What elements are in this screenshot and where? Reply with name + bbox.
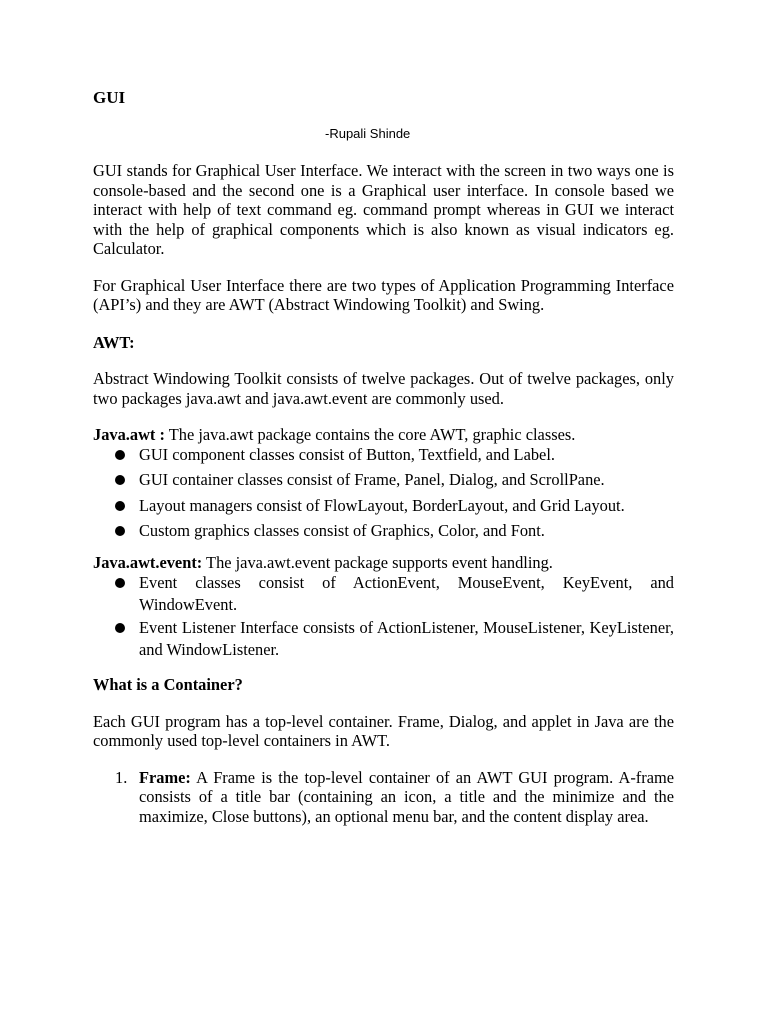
list-item: [93, 617, 674, 661]
bullet-icon: [115, 450, 125, 460]
awt-paragraph: Abstract Windowing Toolkit consists of twelve packages. Out of twelve packages, only two packages java.awt and java.awt.event are commonly used.: [93, 369, 674, 408]
list-item: [93, 470, 674, 490]
bullet-icon: [115, 475, 125, 485]
list-item-text: GUI component classes consist of Button, Textfield, and Label.: [139, 444, 555, 464]
java-awt-event-list: [93, 572, 674, 661]
container-heading: What is a Container?: [93, 675, 243, 694]
container-numbered-list: [93, 768, 674, 827]
item-number: 1.: [115, 767, 128, 787]
awt-heading: AWT:: [93, 332, 135, 352]
item-label: Frame:: [139, 767, 191, 787]
list-item: [93, 445, 674, 465]
list-item-text: Custom graphics classes consist of Graphics, Color, and Font.: [139, 521, 545, 540]
numbered-item: [93, 768, 674, 827]
list-item: [93, 521, 674, 541]
document-title: GUI: [93, 88, 126, 107]
intro-paragraph: GUI stands for Graphical User Interface. We interact with the screen in two ways one is console-based and the second one is a Graphical user interface. In console based we interact with help of text command eg. command prompt whereas in GUI we interact with the help of graphical components which is also known as visual indicators eg. Calculator.: [93, 161, 674, 258]
java-awt-text: The java.awt package contains the core AWT, graphic classes.: [164, 425, 576, 444]
api-paragraph: For Graphical User Interface there are two types of Application Programming Interface (API’s) and they are AWT (Abstract Windowing Toolkit) and Swing.: [93, 275, 674, 314]
bullet-icon: [115, 578, 125, 588]
list-item-text: Layout managers consist of FlowLayout, BorderLayout, and Grid Layout.: [139, 495, 625, 515]
container-paragraph: Each GUI program has a top-level container. Frame, Dialog, and applet in Java are the commonly used top-level containers in AWT.: [93, 711, 674, 750]
list-item: [93, 572, 674, 616]
bullet-icon: [115, 526, 125, 536]
document-page: [93, 88, 674, 826]
java-awt-event-text: The java.awt.event package supports event handling.: [202, 552, 553, 572]
bullet-icon: [115, 501, 125, 511]
list-item-text: GUI container classes consist of Frame, Panel, Dialog, and ScrollPane.: [139, 470, 605, 489]
java-awt-event-paragraph: [93, 553, 674, 573]
list-item: [93, 496, 674, 516]
author-line: -Rupali Shinde: [325, 125, 411, 141]
list-item-text: Event classes consist of ActionEvent, MouseEvent, KeyEvent, and WindowEvent.: [139, 573, 674, 614]
item-text: A Frame is the top-level container of an AWT GUI program. A-frame consists of a title bar (containing an icon, a title and the minimize and the maximize, Close buttons), an optional menu bar, and the content display area.: [139, 767, 674, 826]
java-awt-list: [93, 445, 674, 541]
java-awt-event-label: Java.awt.event:: [93, 552, 203, 572]
java-awt-label: Java.awt :: [93, 425, 165, 444]
java-awt-paragraph: [93, 425, 674, 445]
list-item-text: Event Listener Interface consists of ActionListener, MouseListener, KeyListener, and WindowListener.: [139, 618, 674, 659]
bullet-icon: [115, 623, 125, 633]
